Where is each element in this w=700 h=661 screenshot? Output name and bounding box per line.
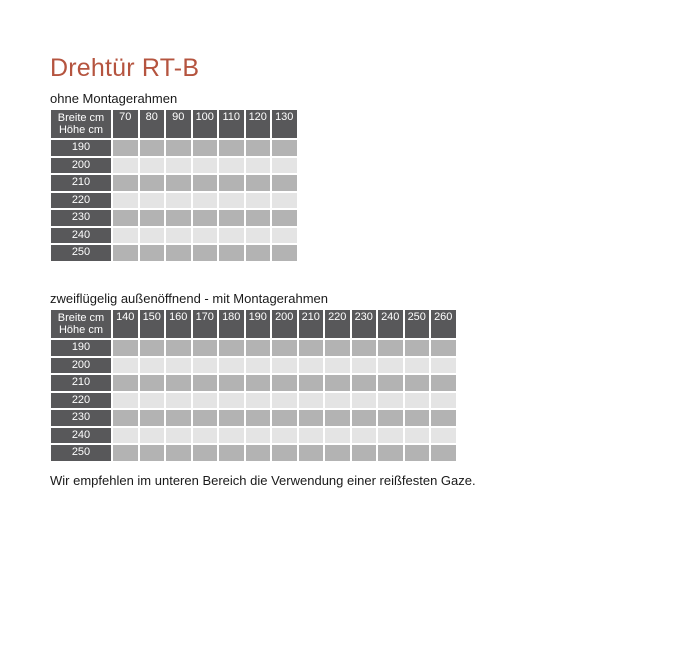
table-cell [325, 358, 350, 374]
table-row [51, 175, 297, 191]
table-cell [166, 193, 191, 209]
table-cell [113, 193, 138, 209]
table-cell [299, 410, 324, 426]
height-header: 210 [51, 375, 111, 391]
table-cell [193, 228, 218, 244]
table-cell [140, 393, 165, 409]
table-cell [246, 358, 271, 374]
table-row [51, 375, 456, 391]
height-header: 200 [51, 358, 111, 374]
table-cell [352, 445, 377, 461]
table-cell [140, 140, 165, 156]
table-cell [272, 410, 297, 426]
table-cell [352, 340, 377, 356]
table-cell [193, 375, 218, 391]
table-cell [246, 245, 271, 261]
page-title: Drehtür RT-B [50, 54, 200, 82]
table-cell [113, 228, 138, 244]
table-cell [299, 393, 324, 409]
table-row [51, 158, 297, 174]
table-cell [193, 245, 218, 261]
table-cell [299, 375, 324, 391]
table-cell [272, 228, 297, 244]
width-header: 220 [325, 310, 350, 338]
table-cell [272, 175, 297, 191]
width-header: 120 [246, 110, 271, 138]
table-cell [140, 228, 165, 244]
corner-height-label: Höhe cm [58, 324, 104, 336]
table-cell [246, 228, 271, 244]
width-header: 150 [140, 310, 165, 338]
table-cell [325, 340, 350, 356]
table-cell [166, 375, 191, 391]
table-cell [352, 375, 377, 391]
table-cell [378, 428, 403, 444]
table-cell [166, 445, 191, 461]
table-cell [140, 428, 165, 444]
table-cell [219, 375, 244, 391]
table-cell [219, 340, 244, 356]
table-cell [219, 158, 244, 174]
table-row [51, 340, 456, 356]
height-header: 250 [51, 245, 111, 261]
table-cell [272, 393, 297, 409]
table-cell [113, 375, 138, 391]
table-cell [378, 340, 403, 356]
table-cell [246, 210, 271, 226]
table-cell [299, 428, 324, 444]
table-cell [246, 140, 271, 156]
corner-header [51, 310, 111, 338]
width-header: 180 [219, 310, 244, 338]
height-header: 210 [51, 175, 111, 191]
height-header: 220 [51, 393, 111, 409]
width-header: 140 [113, 310, 138, 338]
table-cell [405, 375, 430, 391]
table-cell [325, 428, 350, 444]
width-header: 80 [140, 110, 165, 138]
table-cell [113, 175, 138, 191]
table-cell [193, 358, 218, 374]
width-header: 210 [299, 310, 324, 338]
table-cell [113, 140, 138, 156]
table-cell [113, 358, 138, 374]
table-cell [405, 445, 430, 461]
table-cell [113, 410, 138, 426]
table-cell [219, 228, 244, 244]
table-cell [193, 210, 218, 226]
table-cell [113, 428, 138, 444]
table-cell [405, 393, 430, 409]
table-cell [272, 158, 297, 174]
height-header: 240 [51, 228, 111, 244]
table-cell [140, 358, 165, 374]
table-cell [378, 375, 403, 391]
height-header: 220 [51, 193, 111, 209]
size-table-without-frame [49, 108, 299, 263]
table-cell [166, 428, 191, 444]
table2-caption: zweiflügelig außenöffnend - mit Montagerahmen [50, 291, 328, 306]
table-cell [219, 210, 244, 226]
table-cell [140, 375, 165, 391]
table-cell [113, 210, 138, 226]
table-cell [246, 428, 271, 444]
width-header: 240 [378, 310, 403, 338]
height-header: 190 [51, 340, 111, 356]
table-cell [272, 445, 297, 461]
corner-width-label: Breite cm [57, 112, 105, 124]
table-cell [325, 393, 350, 409]
table-cell [166, 175, 191, 191]
height-header: 240 [51, 428, 111, 444]
table-cell [193, 158, 218, 174]
table-cell [246, 340, 271, 356]
table1-caption: ohne Montagerahmen [50, 91, 178, 106]
corner-width-label: Breite cm [57, 312, 105, 324]
table-cell [219, 140, 244, 156]
table-cell [299, 445, 324, 461]
table-cell [140, 158, 165, 174]
table-cell [352, 358, 377, 374]
table-cell [405, 358, 430, 374]
table-cell [246, 193, 271, 209]
table-cell [272, 193, 297, 209]
table-row [51, 428, 456, 444]
width-header: 90 [166, 110, 191, 138]
table-cell [246, 445, 271, 461]
width-header: 130 [272, 110, 297, 138]
table-cell [113, 340, 138, 356]
height-header: 230 [51, 410, 111, 426]
table-cell [352, 410, 377, 426]
table-cell [140, 210, 165, 226]
height-header: 190 [51, 140, 111, 156]
table-cell [193, 445, 218, 461]
table-cell [219, 445, 244, 461]
table-cell [405, 340, 430, 356]
table-cell [193, 140, 218, 156]
table-cell [113, 445, 138, 461]
table-cell [219, 245, 244, 261]
table-row [51, 193, 297, 209]
table-cell [246, 175, 271, 191]
table-cell [113, 158, 138, 174]
table-cell [219, 358, 244, 374]
table-row [51, 358, 456, 374]
table-cell [193, 410, 218, 426]
table-cell [193, 193, 218, 209]
table-cell [299, 358, 324, 374]
table-cell [246, 393, 271, 409]
table-cell [325, 410, 350, 426]
width-header: 200 [272, 310, 297, 338]
width-header: 260 [431, 310, 456, 338]
table-row [51, 228, 297, 244]
table-cell [219, 175, 244, 191]
table-row [51, 140, 297, 156]
table-cell [246, 410, 271, 426]
table-cell [272, 340, 297, 356]
width-header: 250 [405, 310, 430, 338]
size-table-double-wing [49, 308, 458, 463]
width-header: 170 [193, 310, 218, 338]
table-cell [405, 410, 430, 426]
table-cell [193, 340, 218, 356]
table-cell [113, 393, 138, 409]
recommendation-note: Wir empfehlen im unteren Bereich die Verwendung einer reißfesten Gaze. [50, 473, 476, 488]
table-cell [405, 428, 430, 444]
table-cell [166, 158, 191, 174]
table-cell [378, 410, 403, 426]
table-cell [431, 375, 456, 391]
table-row [51, 393, 456, 409]
table-cell [140, 340, 165, 356]
height-header: 200 [51, 158, 111, 174]
table-cell [431, 340, 456, 356]
table-cell [378, 358, 403, 374]
table-cell [431, 393, 456, 409]
table-cell [113, 245, 138, 261]
height-header: 230 [51, 210, 111, 226]
table-cell [272, 140, 297, 156]
height-header: 250 [51, 445, 111, 461]
table-cell [166, 340, 191, 356]
table-cell [431, 445, 456, 461]
table-cell [272, 375, 297, 391]
table-cell [352, 428, 377, 444]
table-cell [193, 175, 218, 191]
table-cell [272, 358, 297, 374]
table-cell [272, 245, 297, 261]
table-cell [166, 410, 191, 426]
table-cell [299, 340, 324, 356]
table-cell [352, 393, 377, 409]
table-cell [246, 375, 271, 391]
table-cell [378, 393, 403, 409]
table-cell [219, 428, 244, 444]
table-cell [219, 410, 244, 426]
table-cell [140, 193, 165, 209]
width-header: 100 [193, 110, 218, 138]
table-cell [431, 410, 456, 426]
table-row [51, 210, 297, 226]
table-cell [166, 393, 191, 409]
width-header: 230 [352, 310, 377, 338]
table-cell [272, 210, 297, 226]
table-cell [166, 228, 191, 244]
table-cell [140, 175, 165, 191]
corner-header [51, 110, 111, 138]
table-cell [166, 245, 191, 261]
corner-height-label: Höhe cm [58, 124, 104, 136]
table-row [51, 410, 456, 426]
table-cell [166, 140, 191, 156]
table-cell [193, 393, 218, 409]
table-cell [140, 245, 165, 261]
width-header: 70 [113, 110, 138, 138]
table-cell [140, 445, 165, 461]
table-cell [219, 393, 244, 409]
table-cell [193, 428, 218, 444]
table-cell [272, 428, 297, 444]
table-cell [325, 445, 350, 461]
table-row [51, 445, 456, 461]
table-cell [431, 428, 456, 444]
width-header: 160 [166, 310, 191, 338]
table-cell [246, 158, 271, 174]
table-cell [431, 358, 456, 374]
table-cell [219, 193, 244, 209]
table-cell [378, 445, 403, 461]
table-row [51, 245, 297, 261]
table-cell [140, 410, 165, 426]
width-header: 110 [219, 110, 244, 138]
table-cell [166, 210, 191, 226]
table-cell [325, 375, 350, 391]
table-cell [166, 358, 191, 374]
width-header: 190 [246, 310, 271, 338]
